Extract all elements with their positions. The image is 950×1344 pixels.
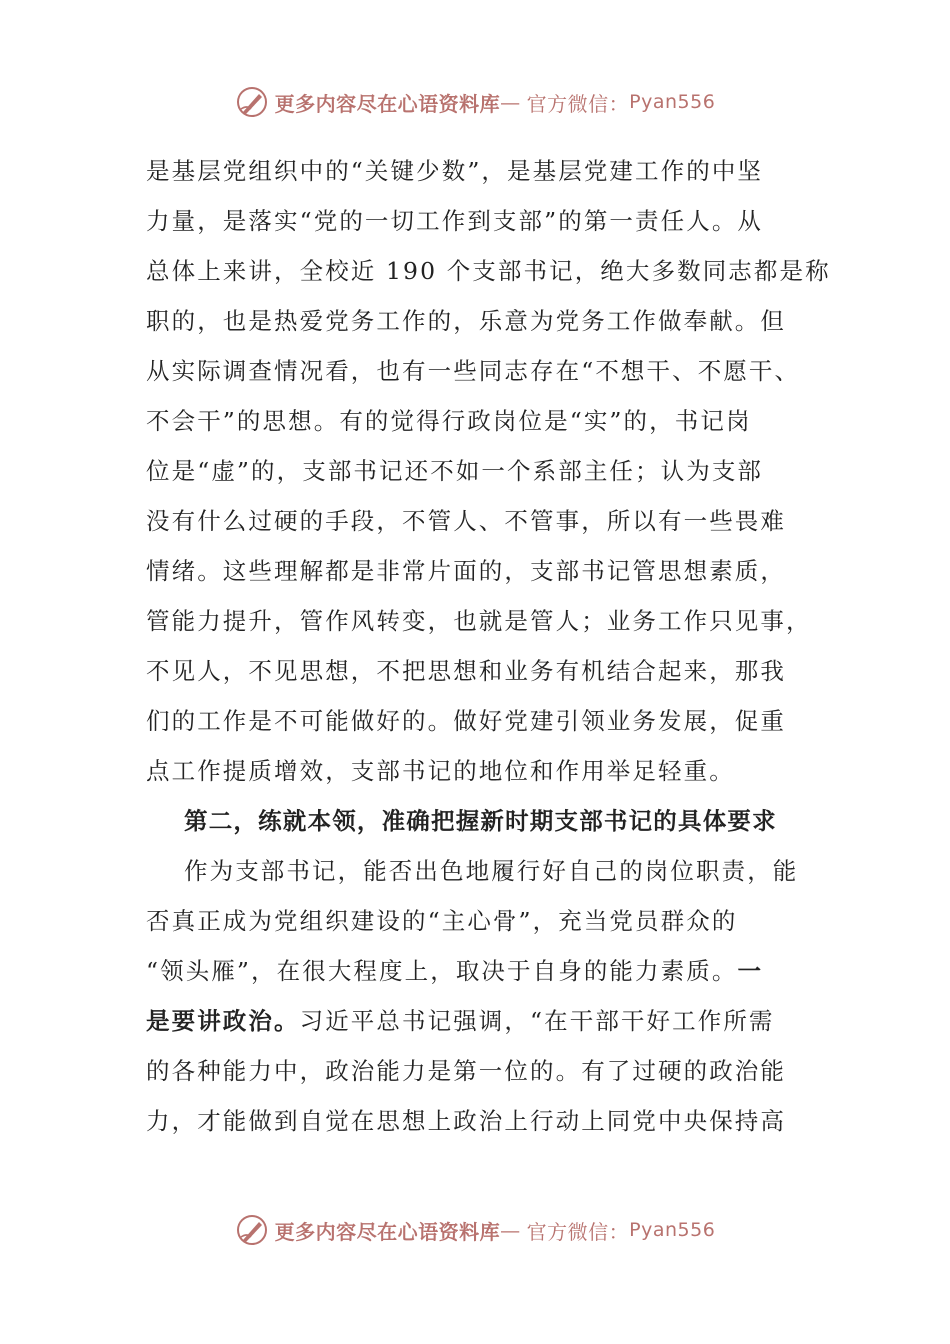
section-heading: 第二，练就本领，准确把握新时期支部书记的具体要求 [184,807,777,835]
pen-logo-icon [235,1213,269,1247]
text-line: 否真正成为党组织建设的“主心骨”，充当党员群众的 [146,907,738,935]
text-line: 不会干”的思想。有的觉得行政岗位是“实”的，书记岗 [146,407,752,435]
pen-logo-icon [235,85,269,119]
text-line: 从实际调查情况看，也有一些同志存在“不想干、不愿干、 [146,357,801,385]
footer-watermark [0,1212,950,1248]
header-wechat-id: Pyan556 [629,91,716,113]
bold-text-segment: 一 [737,957,764,985]
text-line [146,946,810,996]
footer-brand: 更多内容尽在心语资料库 [274,1219,501,1244]
footer-wechat-label: 官方微信： [526,1219,630,1244]
header-brand: 更多内容尽在心语资料库 [274,91,501,116]
text-line: 力，才能做到自觉在思想上政治上行动上同党中央保持高 [146,1107,786,1135]
document-body [146,146,831,1146]
text-segment: 习近平总书记强调，“在干部干好工作所需 [299,1007,775,1035]
text-line: 们的工作是不可能做好的。做好党建引领业务发展，促重 [146,707,786,735]
footer-dash: — [500,1218,521,1242]
header-watermark [0,84,950,120]
bold-text-segment: 是要讲政治。 [146,1007,300,1035]
text-line: 位是“虚”的，支部书记还不如一个系部主任；认为支部 [146,457,764,485]
header-wechat-label: 官方微信： [526,91,630,116]
footer-wechat-id: Pyan556 [629,1219,716,1241]
text-line [146,996,810,1046]
text-line: 力量，是落实“党的一切工作到支部”的第一责任人。从 [146,207,764,235]
header-dash: — [500,90,521,114]
text-line: 的各种能力中，政治能力是第一位的。有了过硬的政治能 [146,1057,786,1085]
text-line: 点工作提质增效，支部书记的地位和作用举足轻重。 [146,757,735,785]
text-line: 管能力提升，管作风转变，也就是管人；业务工作只见事， [146,607,812,635]
text-line: 不见人，不见思想，不把思想和业务有机结合起来，那我 [146,657,786,685]
text-segment: “领头雁”，在很大程度上，取决于自身的能力素质。 [146,957,738,985]
text-line: 是基层党组织中的“关键少数”，是基层党建工作的中坚 [146,157,764,185]
text-line: 情绪。这些理解都是非常片面的，支部书记管思想素质， [146,557,786,585]
text-line: 总体上来讲，全校近 190 个支部书记，绝大多数同志都是称 [146,257,831,285]
text-line: 没有什么过硬的手段，不管人、不管事，所以有一些畏难 [146,507,786,535]
text-line: 职的，也是热爱党务工作的，乐意为党务工作做奉献。但 [146,307,786,335]
text-line: 作为支部书记，能否出色地履行好自己的岗位职责，能 [184,857,799,885]
